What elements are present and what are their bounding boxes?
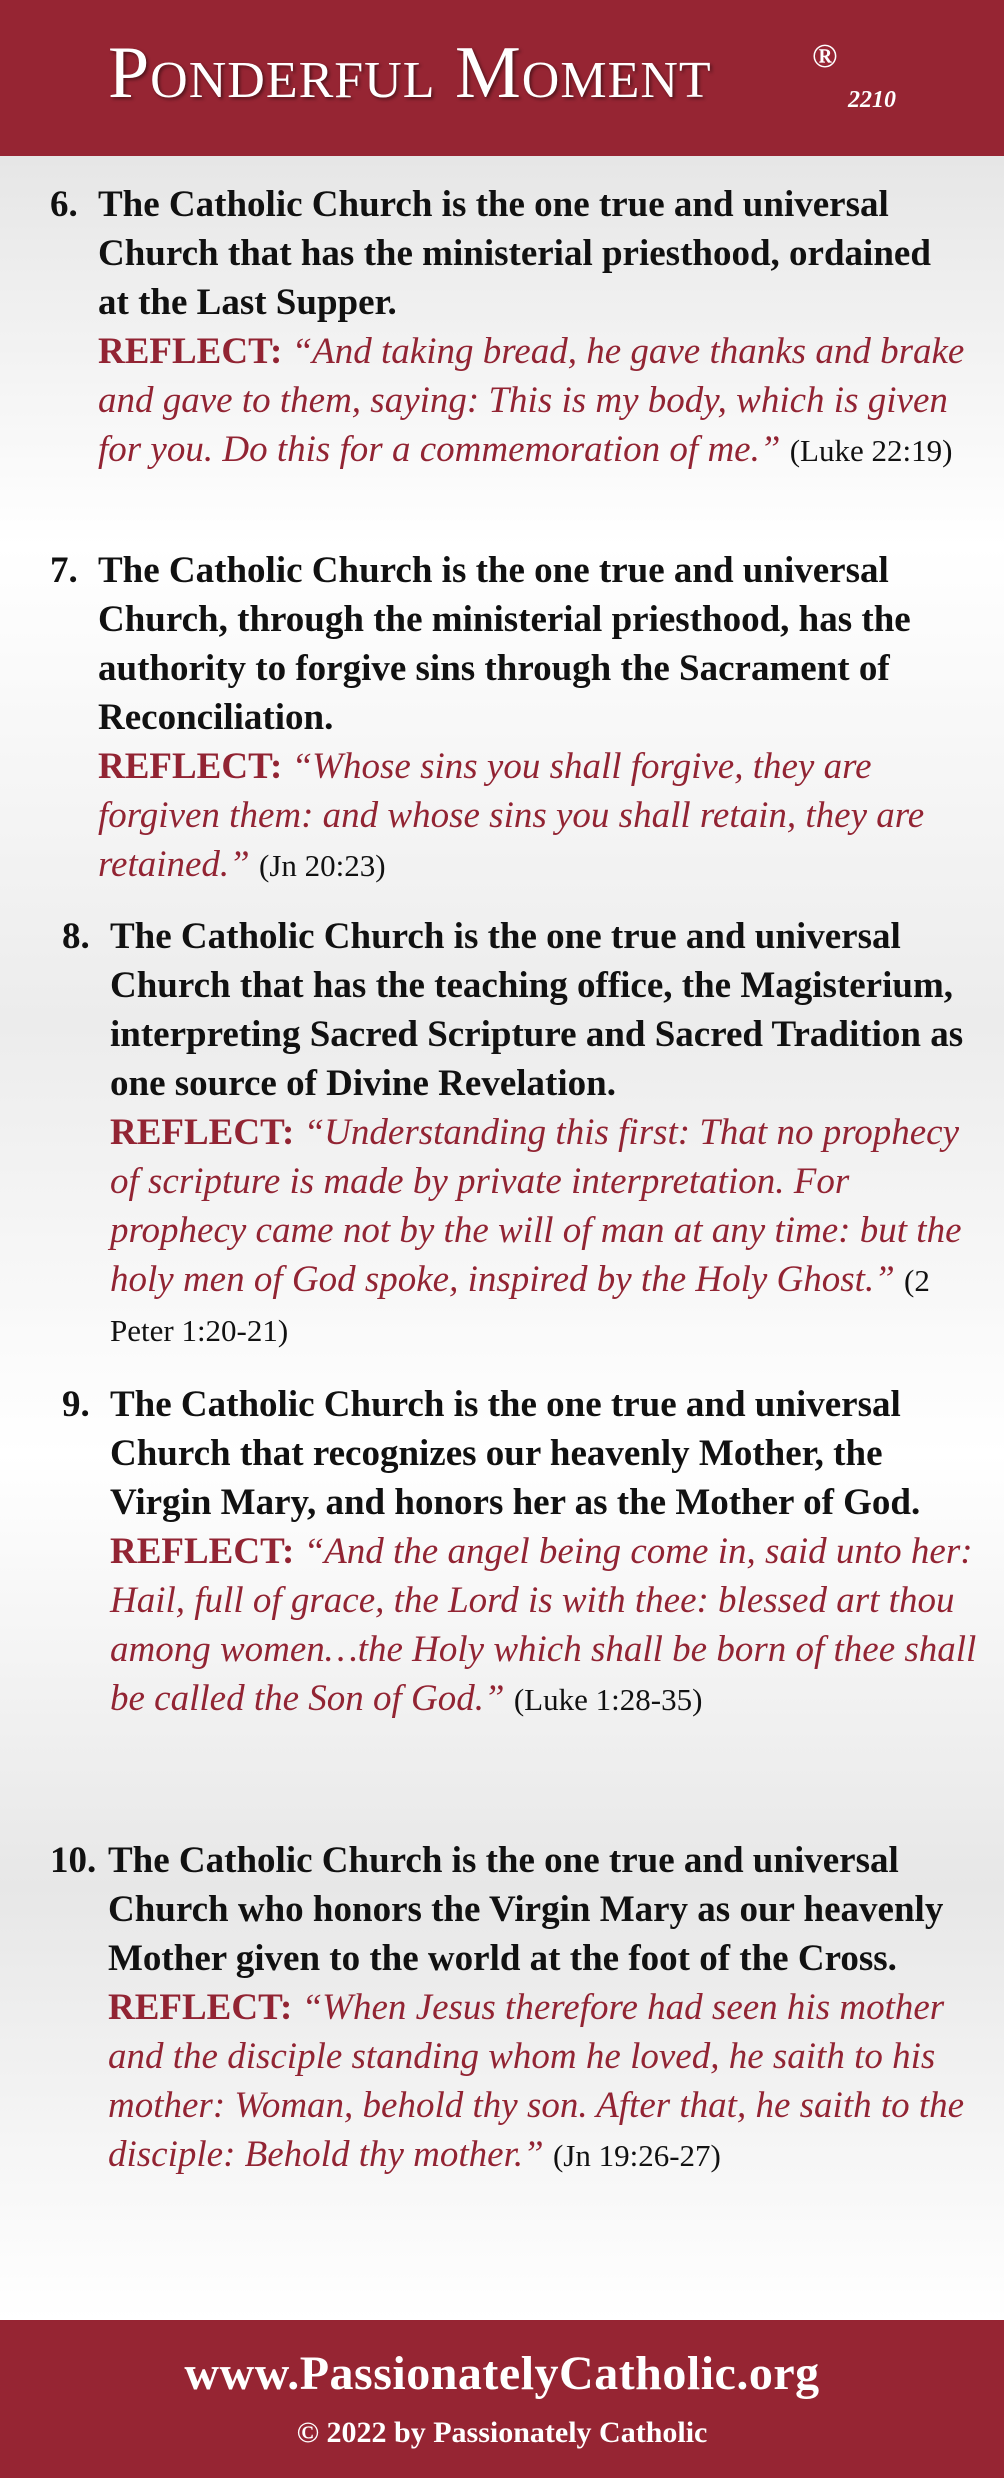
reflect-citation: (Jn 19:26-27) xyxy=(552,2138,721,2173)
card-code: 2210 xyxy=(848,87,896,113)
reflect-label: REFLECT: xyxy=(108,1987,293,2028)
reflect-citation: (Luke 22:19) xyxy=(789,433,953,468)
item-number: 8. xyxy=(62,916,90,957)
reflect-label: REFLECT: xyxy=(98,746,283,787)
item-statement: The Catholic Church is the one true and universal Church who honors the Virgin Mary as our heavenly Mother given to the world at the foot of the Cross. xyxy=(108,1840,944,1979)
item-body xyxy=(98,546,970,890)
reflect-citation: (2 Peter 1:20-21) xyxy=(110,1263,930,1348)
item-reflect xyxy=(110,1527,982,1724)
page-title: Ponderful Moment xyxy=(108,32,712,114)
item-number: 6. xyxy=(50,184,78,225)
header-banner xyxy=(0,0,1004,156)
reflect-quote: “And the angel being come in, said unto her: Hail, full of grace, the Lord is with thee: blessed art thou among women…the Holy which shall be born of thee shall be called the Son of God.” xyxy=(110,1531,977,1719)
item-reflect xyxy=(110,1108,982,1355)
item-number: 7. xyxy=(50,550,78,591)
item-statement: The Catholic Church is the one true and universal Church, through the ministerial priesthood, has the authority to forgive sins through the Sacrament of Reconciliation. xyxy=(98,550,911,738)
item-body xyxy=(110,1380,982,1724)
website-link[interactable]: www.PassionatelyCatholic.org xyxy=(184,2347,820,2400)
content-area xyxy=(0,156,1004,2320)
item-body xyxy=(98,180,970,475)
item-reflect xyxy=(98,742,970,890)
reflect-citation: (Jn 20:23) xyxy=(259,848,386,883)
item-body xyxy=(110,912,982,1355)
reflect-quote: “When Jesus therefore had seen his mother and the disciple standing whom he loved, he saith to his mother: Woman, behold thy son. After that, he saith to the disciple: Behold thy mother.” xyxy=(108,1987,965,2175)
reflect-label: REFLECT: xyxy=(110,1112,295,1153)
reflect-label: REFLECT: xyxy=(98,331,283,372)
item-reflect xyxy=(108,1983,970,2180)
reflect-quote: “Understanding this first: That no prophecy of scripture is made by private interpretation. For prophecy came not by the will of man at any time: but the holy men of God spoke, inspired by the Holy Ghost.” xyxy=(110,1112,962,1300)
copyright-text: © 2022 by Passionately Catholic xyxy=(296,2416,708,2449)
item-statement: The Catholic Church is the one true and universal Church that has the teaching office, the Magisterium, interpreting Sacred Scripture and Sacred Tradition as one source of Divine Revelation. xyxy=(110,916,964,1104)
item-number: 9. xyxy=(62,1384,90,1425)
registered-mark: ® xyxy=(812,38,838,75)
reflect-quote: “Whose sins you shall forgive, they are forgiven them: and whose sins you shall retain, they are retained.” xyxy=(98,746,925,885)
item-statement: The Catholic Church is the one true and universal Church that recognizes our heavenly Mother, the Virgin Mary, and honors her as the Mother of God. xyxy=(110,1384,921,1523)
reflect-quote: “And taking bread, he gave thanks and brake and gave to them, saying: This is my body, which is given for you. Do this for a commemoration of me.” xyxy=(98,331,965,470)
reflect-citation: (Luke 1:28-35) xyxy=(513,1682,703,1717)
item-body xyxy=(108,1836,970,2180)
reflect-label: REFLECT: xyxy=(110,1531,295,1572)
item-number: 10. xyxy=(50,1840,97,1881)
item-statement: The Catholic Church is the one true and universal Church that has the ministerial priesthood, ordained at the Last Supper. xyxy=(98,184,931,323)
item-reflect xyxy=(98,327,970,475)
footer-banner xyxy=(0,2320,1004,2478)
